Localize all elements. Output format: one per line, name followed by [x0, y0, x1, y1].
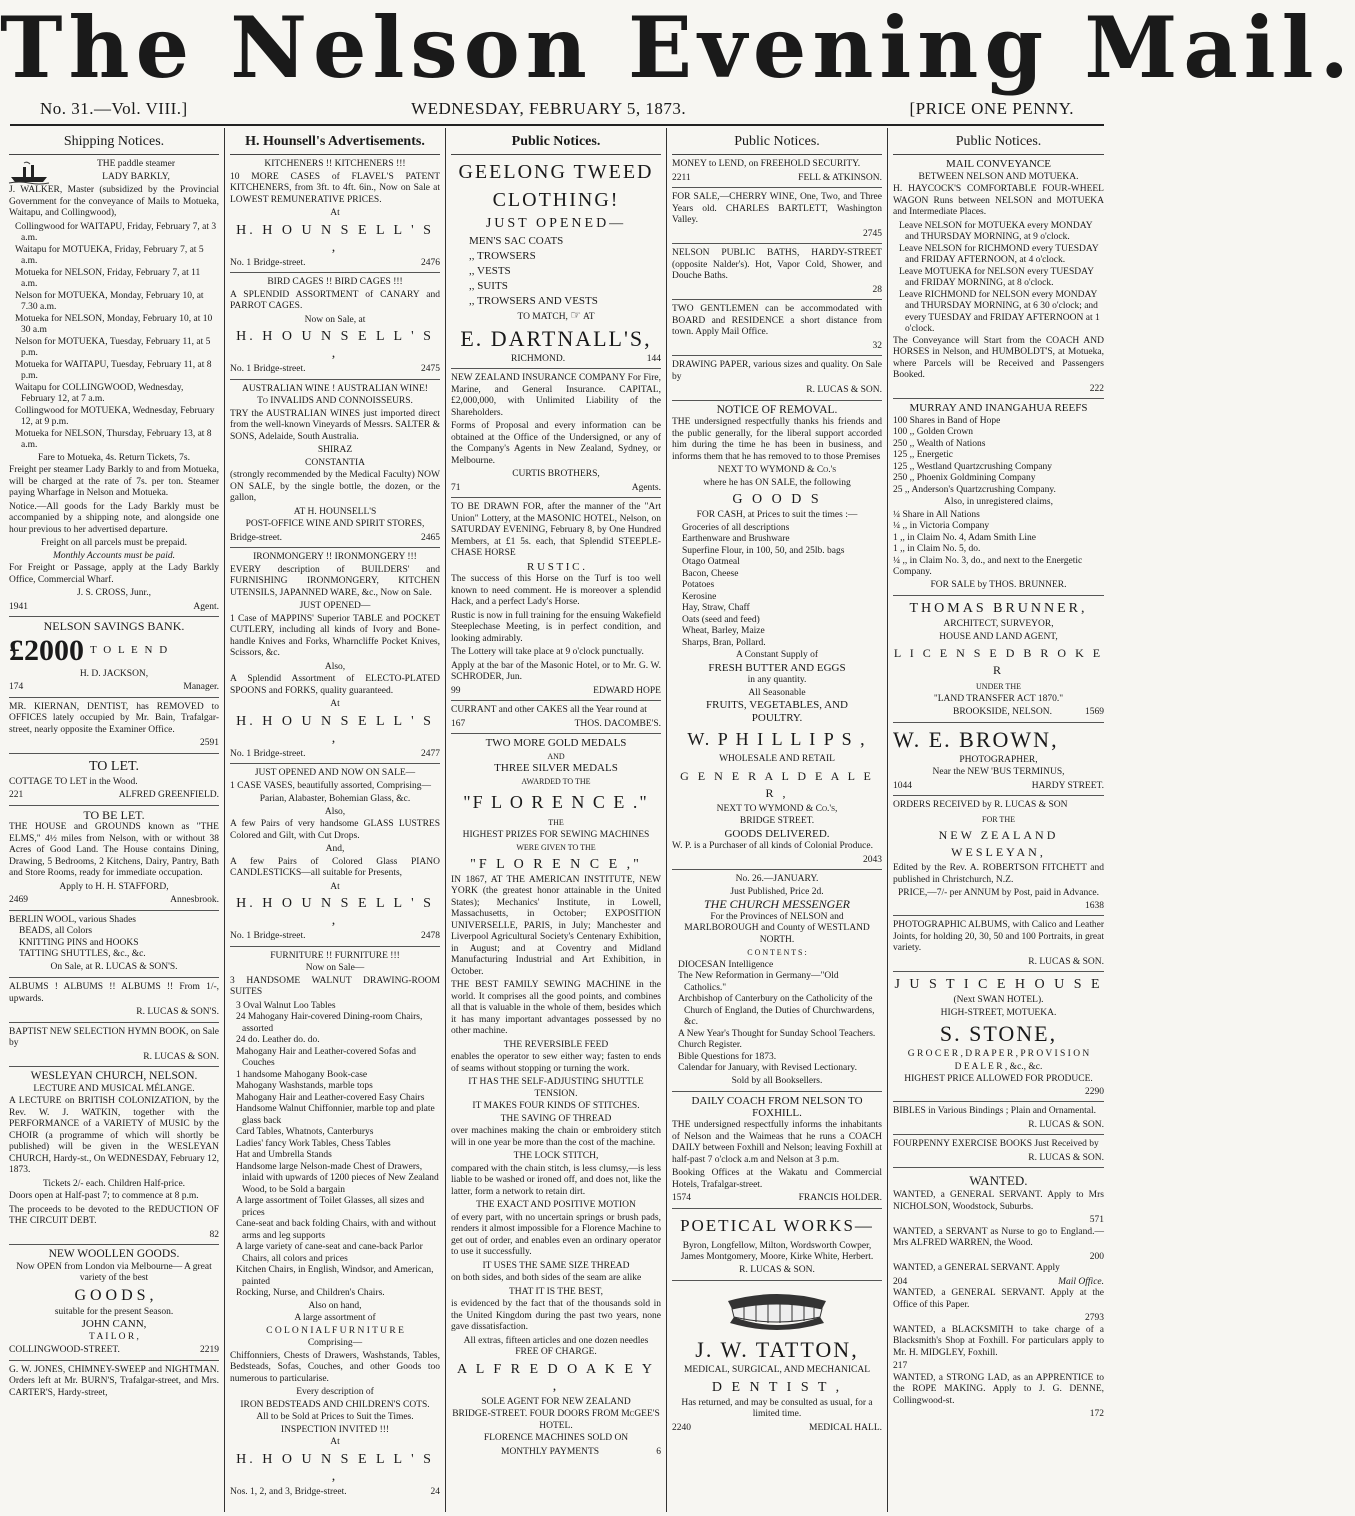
steamer-ship-icon: [9, 161, 49, 185]
ad-inangahua-reefs: MURRAY AND INANGAHUA REEFS 100 Shares in Band of Hope 100 ,, Golden Crown 250 ,, Wealth of Nations 125 ,, Energetic 125 ,, Westland Quartzcrushing Company 250 ,, Phoenix Goldmining Company 25 ,, Anderson's Quartzcrushing Company. Also, in unregistered claims, ¼ Share in All Nations ¼ ,, in Victoria Company 1 ,, in Claim No. 4, Adam Smith Line 1 ,, in Claim No. 5, do. ¼ ,, in Claim No. 3, do., and next to the Energetic Company. FOR SALE by THOS. BRUNNER.: [893, 403, 1104, 596]
ad-ironmongery: IRONMONGERY !! IRONMONGERY !!! EVERY description of BUILDERS' and FURNISHING IRONMONGERY, KITCHEN UTENSILS, JAPANNED WARE, &c., Now on Sale. JUST OPENED— 1 Case of MAPPINS' Superior TABLE and POCKET CUTLERY, including all kinds of Ivory and Bone-handle Knives and Forks, Wharncliffe Pocket Knives, Scissors, &c. Also, A Splendid Assortment of ELECTO-PLATED SPOONS and FORKS, quality guaranteed. At H. H O U N S E L L ' S , No. 1 Bridge-street. 2477: [230, 552, 440, 764]
column-4: [667, 128, 888, 1512]
masthead-title: The Nelson Evening Mail.: [0, 0, 1355, 97]
ad-hymn-book: BAPTIST NEW SELECTION HYMN BOOK, on Sale by R. LUCAS & SON.: [9, 1027, 219, 1068]
ad-kiernan-dentist: MR. KIERNAN, DENTIST, has REMOVED to OFFICES lately occupied by Mr. Bain, Trafalgar-street, nearly opposite the Examiner Office. 2591: [9, 702, 219, 754]
ad-chimney-sweep: G. W. JONES, CHIMNEY-SWEEP and NIGHTMAN. Orders left at Mr. BURN'S, Trafalgar-street, and Mrs. CARTER'S, Hardy-street,: [9, 1364, 219, 1398]
issue-price: [PRICE ONE PENNY.: [909, 99, 1074, 118]
column-heading: Public Notices.: [451, 132, 661, 155]
column-heading: Shipping Notices.: [9, 132, 219, 155]
ad-photographic-albums: PHOTOGRAPHIC ALBUMS, with Calico and Leather Joints, for holding 20, 30, 50 and 100 Portraits, in great variety. R. LUCAS & SON.: [893, 920, 1104, 972]
dentures-icon: [722, 1287, 832, 1331]
ad-bibles: BIBLES in Various Bindings ; Plain and Ornamental. R. LUCAS & SON.: [893, 1106, 1104, 1135]
pointing-hand-icon: ☞: [570, 308, 582, 322]
column-2: [225, 128, 446, 1512]
ad-florence-sewing: TWO MORE GOLD MEDALS AND THREE SILVER MEDALS AWARDED TO THE "F L O R E N C E ." THE HIGHEST PRIZES FOR SEWING MACHINES WERE GIVEN TO THE "F L O R E N C E ," IN 1867, AT THE AMERICAN INSTITUTE, NEW YORK (the greatest honor attainable in the United States); Mechanics' Institute, in Lowell, Massachusetts, in October; EXPOSITION UNIVERSELLE, PARIS, in July; Manchester and Liverpool Agricultural Society's Centenary Exhibition, in August; and at Coventry and Midland Manufacturing Industrial and Art Exhibition, in October. THE BEST FAMILY SEWING MACHINE in the world. It comprises all the good points, and combines all that is valuable in the whole of them, besides which it has many important advantages possessed by no other machine. THE REVERSIBLE FEED enables the operator to sew either way; fasten to ends of seams without stopping or turning the work. IT HAS THE SELF-ADJUSTING SHUTTLE TENSION. IT MAKES FOUR KINDS OF STITCHES. THE SAVING OF THREAD over machines making the chain or embroidery stitch will in one year be more than the cost of the machine. THE LOCK STITCH, compared with the chain stitch, is less clumsy,—is less liable to be washed or ironed off, and does not, like the latter, form a network to retain dirt. THE EXACT AND POSITIVE MOTION of every part, with no uncertain springs or brush pads, renders it almost impossible for a Florence Machine to get out of order, and enables even an ordinary operator to use it successfully. IT USES THE SAME SIZE THREAD on both sides, and both sides of the seam are alike THAT IT IS THE BEST, is evidenced by the fact that of the thousands sold in the United Kingdom during the past two years, none gave dissatisfaction. All extras, fifteen articles and one dozen needles FREE OF CHARGE. A L F R E D O A K E Y , SOLE AGENT FOR NEW ZEALAND BRIDGE-STREET. FOUR DOORS FROM McGEE'S HOTEL. FLORENCE MACHINES SOLD ON MONTHLY PAYMENTS 6: [451, 737, 661, 1457]
ad-currant-cakes: CURRANT and other CAKES all the Year round at 167 THOS. DACOMBE'S.: [451, 705, 661, 734]
ad-money-to-lend: MONEY to LEND, on FREEHOLD SECURITY. 2211 FELL & ATKINSON.: [672, 159, 882, 188]
ad-notice-of-removal: NOTICE OF REMOVAL. THE undersigned respectfully thanks his friends and the public generally, for the liberal support accorded him during the time he has been in business, and informs them that he has removed to to those Premises NEXT TO WYMOND & Co.'s where he has ON SALE, the following G O O D S FOR CASH, at Prices to suit the times :— Groceries of all descriptions Earthenware and Brushware Superfine Flour, in 100, 50, and 25lb. bags Otago Oatmeal Bacon, Cheese Potatoes Kerosine Hay, Straw, Chaff Oats (seed and feed) Wheat, Barley, Maize Sharps, Bran, Pollard. A Constant Supply of FRESH BUTTER AND EGGS in any quantity. All Seasonable FRUITS, VEGETABLES, AND POULTRY. W. P H I L L I P S , WHOLESALE AND RETAIL G E N E R A L D E A L E R , NEXT TO WYMOND & Co.'s, BRIDGE STREET. GOODS DELIVERED. W. P. is a Purchaser of all kinds of Colonial Produce. 2043: [672, 405, 882, 871]
column-1: [4, 128, 225, 1512]
ad-daily-coach: DAILY COACH FROM NELSON TO FOXHILL. THE undersigned respectfully informs the inhabitants of Nelson and the Waimeas that he runs a COACH DAILY between Foxhill and Nelson; leaving Foxhill at half-past 7 o'clock a.m and Nelson at 3 p.m. Booking Offices at the Wakatu and Commercial Hotels, Trafalgar-street. 1574 FRANCIS HOLDER.: [672, 1096, 882, 1209]
ad-brown-photographer: W. E. BROWN, PHOTOGRAPHER, Near the NEW 'BUS TERMINUS, 1044 HARDY STREET.: [893, 727, 1104, 797]
columns: [4, 128, 1110, 1512]
ad-rustic-lottery: TO BE DRAWN FOR, after the manner of the "Art Union" Lottery, at the MASONIC HOTEL, Nelson, on SATURDAY EVENING, February 8, by One Hundred Members, at £1 5s. each, that Splendid STEEPLE-CHASE HORSE R U S T I C . The success of this Horse on the Turf is too well known to need comment. He is moreover a splendid Hack, and a perfect Lady's Horse. Rustic is now in full training for the ensuing Wakefield Steeplechase Meeting, is in perfect condition, and looking admirably. The Lottery will take place at 9 o'clock punctually. Apply at the bar of the Masonic Hotel, or to Mr. G. W. SCHRODER, Jun. 99 EDWARD HOPE: [451, 502, 661, 701]
issue-number: No. 31.—Vol. VIII.]: [40, 99, 188, 118]
ad-mail-conveyance: MAIL CONVEYANCE BETWEEN NELSON AND MOTUEKA. H. HAYCOCK'S COMFORTABLE FOUR-WHEEL WAGON Runs between NELSON and MOTUEKA and Intermediate Places. Leave NELSON for MOTUEKA every MONDAY and THURSDAY MORNING, at 9 o'clock. Leave NELSON for RICHMOND every TUESDAY and FRIDAY AFTERNOON, at 4 o'clock. Leave MOTUEKA for NELSON every TUESDAY and FRIDAY MORNING, at 8 o'clock. Leave RICHMOND for NELSON every MONDAY and THURSDAY MORNING, at 6 30 o'clock; and every TUESDAY and FRIDAY AFTERNOON at 1 o'clock. The Conveyance will Start from the COACH AND HORSES in Nelson, and HUMBOLDT'S, at Motueka, where Parcels will be Received and Passengers Booked. 222: [893, 159, 1104, 399]
ad-kitcheners: KITCHENERS !! KITCHENERS !!! 10 MORE CASES of FLAVEL'S PATENT KITCHENERS, from 3ft. to 4ft. 6in., Now on Sale at LOWEST REMUNERATIVE PRICES. At H. H O U N S E L L ' S , No. 1 Bridge-street. 2476: [230, 159, 440, 273]
column-heading: H. Hounsell's Advertisements.: [230, 132, 440, 155]
ad-thomas-brunner: THOMAS BRUNNER, ARCHITECT, SURVEYOR, HOUSE AND LAND AGENT, L I C E N S E D B R O K E R UNDER THE "LAND TRANSFER ACT 1870." BROOKSIDE, NELSON. 1569: [893, 600, 1104, 723]
ad-geelong-tweed: GEELONG TWEED CLOTHING! JUST OPENED— MEN'S SAC COATS ,, TROWSERS ,, VESTS ,, SUITS ,, TROWSERS AND VESTS TO MATCH, ☞ AT E. DARTNALL'S, RICHMOND. 144: [451, 159, 661, 369]
ad-woollen-goods: NEW WOOLLEN GOODS. Now OPEN from London via Melbourne— A great variety of the best G O O D S , suitable for the present Season. JOHN CANN, T A I L O R , COLLINGWOOD-STREET. 2219: [9, 1249, 219, 1361]
dateline: [40, 96, 1074, 122]
ad-to-let: TO LET. COTTAGE TO LET in the Wood. 221 ALFRED GREENFIELD.: [9, 758, 219, 806]
ad-savings-bank: NELSON SAVINGS BANK. £2000 T O L E N D H. D. JACKSON, 174 Manager.: [9, 621, 219, 698]
issue-date: WEDNESDAY, FEBRUARY 5, 1873.: [411, 99, 687, 118]
ad-cherry-wine: FOR SALE,—CHERRY WINE, One, Two, and Three Years old. CHARLES BARTLETT, Washington Valley. 2745: [672, 192, 882, 244]
ad-exercise-books: FOURPENNY EXERCISE BOOKS Just Received by R. LUCAS & SON.: [893, 1139, 1104, 1168]
ad-poetical-works: POETICAL WORKS— Byron, Longfellow, Milton, Wordsworth Cowper, James Montgomery, Moore, Kirke White, Herbert. R. LUCAS & SON.: [672, 1213, 882, 1282]
ad-tatton-dentist: J. W. TATTON, MEDICAL, SURGICAL, AND MECHANICAL D E N T I S T , Has returned, and may be consulted as usual, for a limited time. 2240 MEDICAL HALL.: [672, 1287, 882, 1437]
ad-wanted: WANTED. WANTED, a GENERAL SERVANT. Apply to Mrs NICHOLSON, Woodstock, Suburbs. 571 WANTED, a SERVANT as Nurse to go to England.—Mrs ALFRED WARREN, the Wood. 200 WANTED, a GENERAL SERVANT. Apply 204 Mail Office. WANTED, a GENERAL SERVANT. Apply at the Office of this Paper. 2793 WANTED, a BLACKSMITH to take charge of a Blacksmith's Shop at Foxhill. For particulars apply to Mr. H. MIDGLEY, Foxhill. 217 WANTED, a STRONG LAD, as an APPRENTICE to the ROPE MAKING. Apply to J. G. DENNE, Collingwood-st. 172: [893, 1173, 1104, 1419]
ad-australian-wine: AUSTRALIAN WINE ! AUSTRALIAN WINE! To INVALIDS AND CONNOISSEURS. TRY the AUSTRALIAN WINES just imported direct from the well-known Vineyards of Messrs. SALTER & SONS, Adelaide, South Australia. SHIRAZ CONSTANTIA (strongly recommended by the Medical Faculty) NOW ON SALE, by the single bottle, the dozen, or the gallon, AT H. HOUNSELL'S POST-OFFICE WINE AND SPIRIT STORES, Bridge-street. 2465: [230, 384, 440, 549]
ad-nz-insurance: NEW ZEALAND INSURANCE COMPANY For Fire, Marine, and General Insurance. CAPITAL, £2,000,000, with Unlimited Liability of the Shareholders. Forms of Proposal and every information can be obtained at the Office of the Undersigned, or any of the Company's Agents in New Zealand, Sydney, or Melbourne. CURTIS BROTHERS, 71 Agents.: [451, 373, 661, 498]
ad-bird-cages: BIRD CAGES !! BIRD CAGES !!! A SPLENDID ASSORTMENT of CANARY and PARROT CAGES. Now on Sale, at H. H O U N S E L L ' S , No. 1 Bridge-street. 2475: [230, 277, 440, 380]
ad-to-be-let: TO BE LET. THE HOUSE and GROUNDS known as "THE ELMS," 4½ miles from Nelson, with or without 38 Acres of Good Land. The House contains Dining, Drawing, 5 Bedrooms, 2 Kitchens, Dairy, Pantry, Bath and Store Rooms, ready for immediate occupation. Apply to H. H. STAFFORD, 2469 Annesbrook.: [9, 810, 219, 911]
column-3: [446, 128, 667, 1512]
ad-furniture: FURNITURE !! FURNITURE !!! Now on Sale— 3 HANDSOME WALNUT DRAWING-ROOM SUITES 3 Oval Walnut Loo Tables 24 Mahogany Hair-covered Dining-room Chairs, assorted 24 do. Leather do. do. Mahogany Hair and Leather-covered Sofas and Couches 1 handsome Mahogany Book-case Mahogany Washstands, marble tops Mahogany Hair and Leather-covered Easy Chairs Handsome Walnut Chiffonnier, marble top and plate glass back Card Tables, Whatnots, Canterburys Ladies' fancy Work Tables, Chess Tables Hat and Umbrella Stands Handsome large Nelson-made Chest of Drawers, inlaid with upwards of 1200 pieces of New Zealand Wood, to be Sold a bargain A large assortment of Toilet Glasses, all sizes and prices Cane-seat and back folding Chairs, with and without arms and leg supports A large variety of cane-seat and cane-back Parlor Chairs, all colors and prices Kitchen Chairs, in English, Windsor, and American, painted Rocking, Nurse, and Children's Chairs. Also on hand, A large assortment of C O L O N I A L F U R N I T U R E Comprising— Chiffonniers, Chests of Drawers, Washstands, Tables, Bedsteads, Sofas, Couches, and other Goods too numerous to particularise. Every description of IRON BEDSTEADS AND CHILDREN'S COTS. All to be Sold at Prices to Suit the Times. INSPECTION INVITED !!! At H. H O U N S E L L ' S , Nos. 1, 2, and 3, Bridge-street. 24: [230, 950, 440, 1497]
ad-drawing-paper: DRAWING PAPER, various sizes and quality. On Sale by R. LUCAS & SON.: [672, 360, 882, 401]
masthead-rule: [10, 124, 1104, 126]
ad-lady-barkly: THE paddle steamer LADY BARKLY, J. WALKER, Master (subsidized by the Provincial Government for the conveyance of Mails to Motueka, Waitapu, and Collingwood), Collingwood for WAITAPU, Friday, February 7, at 3 a.m. Waitapu for MOTUEKA, Friday, February 7, at 5 a.m. Motueka for NELSON, Friday, February 7, at 11 a.m. Nelson for MOTUEKA, Monday, February 10, at 7.30 a.m. Motueka for NELSON, Monday, February 10, at 10 30 a.m Nelson for MOTUEKA, Tuesday, February 11, at 5 p.m. Motueka for WAITAPU, Tuesday, February 11, at 8 p.m. Waitapu for COLLINGWOOD, Wednesday, February 12, at 7 a.m. Collingwood for MOTUEKA, Wednesday, February 12, at 9 p.m. Motueka for NELSON, Thursday, February 13, at 8 a.m. Fare to Motueka, 4s. Return Tickets, 7s. Freight per steamer Lady Barkly to and from Motueka, will be charged at the rate of 7s. per ton. Steamer paying Wharfage in Nelson and Motueka. Notice.—All goods for the Lady Barkly must be accompanied by a shipping note, and alongside one hour previous to her advertised departure. Freight on all parcels must be prepaid. Monthly Accounts must be paid. For Freight or Passage, apply at the Lady Barkly Office, Commercial Wharf. J. S. CROSS, Junr., 1941 Agent.: [9, 159, 219, 617]
ad-wesleyan-lecture: WESLEYAN CHURCH, NELSON. LECTURE AND MUSICAL MÉLANGE. A LECTURE on BRITISH COLONIZATION, by the Rev. W. J. WATKIN, together with the PERFORMANCE of a VARIETY of MUSIC by the CHOIR (a programme of which will shortly be published) will be given in the WESLEYAN CHURCH, Hardy-st., On WEDNESDAY, February 12, 1873. Tickets 2/- each. Children Half-price. Doors open at Half-past 7; to commence at 8 p.m. The proceeds to be devoted to the REDUCTION OF THE CIRCUIT DEBT. 82: [9, 1071, 219, 1245]
ad-albums: ALBUMS ! ALBUMS !! ALBUMS !! From 1/-, upwards. R. LUCAS & SON'S.: [9, 982, 219, 1023]
ad-berlin-wool: BERLIN WOOL, various Shades BEADS, all Colors KNITTING PINS and HOOKS TATTING SHUTTLES, &c., &c. On Sale, at R. LUCAS & SON'S.: [9, 915, 219, 979]
ad-nz-wesleyan: ORDERS RECEIVED by R. LUCAS & SON FOR THE NEW ZEALAND WESLEYAN, Edited by the Rev. A. ROBERTSON FITCHETT and published in Christchurch, N.Z. PRICE,—7/- per ANNUM by Post, paid in Advance. 1638: [893, 800, 1104, 916]
ad-vases: JUST OPENED AND NOW ON SALE— 1 CASE VASES, beautifully assorted, Comprising— Parian, Alabaster, Bohemian Glass, &c. Also, A few Pairs of very handsome GLASS LUSTRES Colored and Gilt, with Cut Drops. And, A few Pairs of Colored Glass PIANO CANDLESTICKS—all suitable for Presents, At H. H O U N S E L L ' S , No. 1 Bridge-street. 2478: [230, 768, 440, 947]
ad-board-residence: TWO GENTLEMEN can be accommodated with BOARD and RESIDENCE a short distance from town. Apply Mail Office. 32: [672, 304, 882, 356]
ad-justice-house: J U S T I C E H O U S E (Next SWAN HOTEL). HIGH-STREET, MOTUEKA. S. STONE, G R O C E R , D R A P E R , P R O V I S I O N D E A L E R , &c., &c. HIGHEST PRICE ALLOWED FOR PRODUCE. 2290: [893, 976, 1104, 1102]
column-5: [888, 128, 1109, 1512]
column-heading: Public Notices.: [893, 132, 1104, 155]
ad-public-baths: NELSON PUBLIC BATHS, HARDY-STREET (opposite Nalder's). Hot, Vapor Cold, Shower, and Douche Baths. 28: [672, 248, 882, 300]
ad-church-messenger: No. 26.—JANUARY. Just Published, Price 2d. THE CHURCH MESSENGER For the Provinces of NELSON and MARLBOROUGH and County of WESTLAND NORTH. C O N T E N T S : DIOCESAN Intelligence The New Reformation in Germany—"Old Catholics." Archbishop of Canterbury on the Catholicity of the Church of England, the Duties of Churchwardens, &c. A New Year's Thought for Sunday School Teachers. Church Register. Bible Questions for 1873. Calendar for January, with Revised Lectionary. Sold by all Booksellers.: [672, 874, 882, 1092]
column-heading: Public Notices.: [672, 132, 882, 155]
